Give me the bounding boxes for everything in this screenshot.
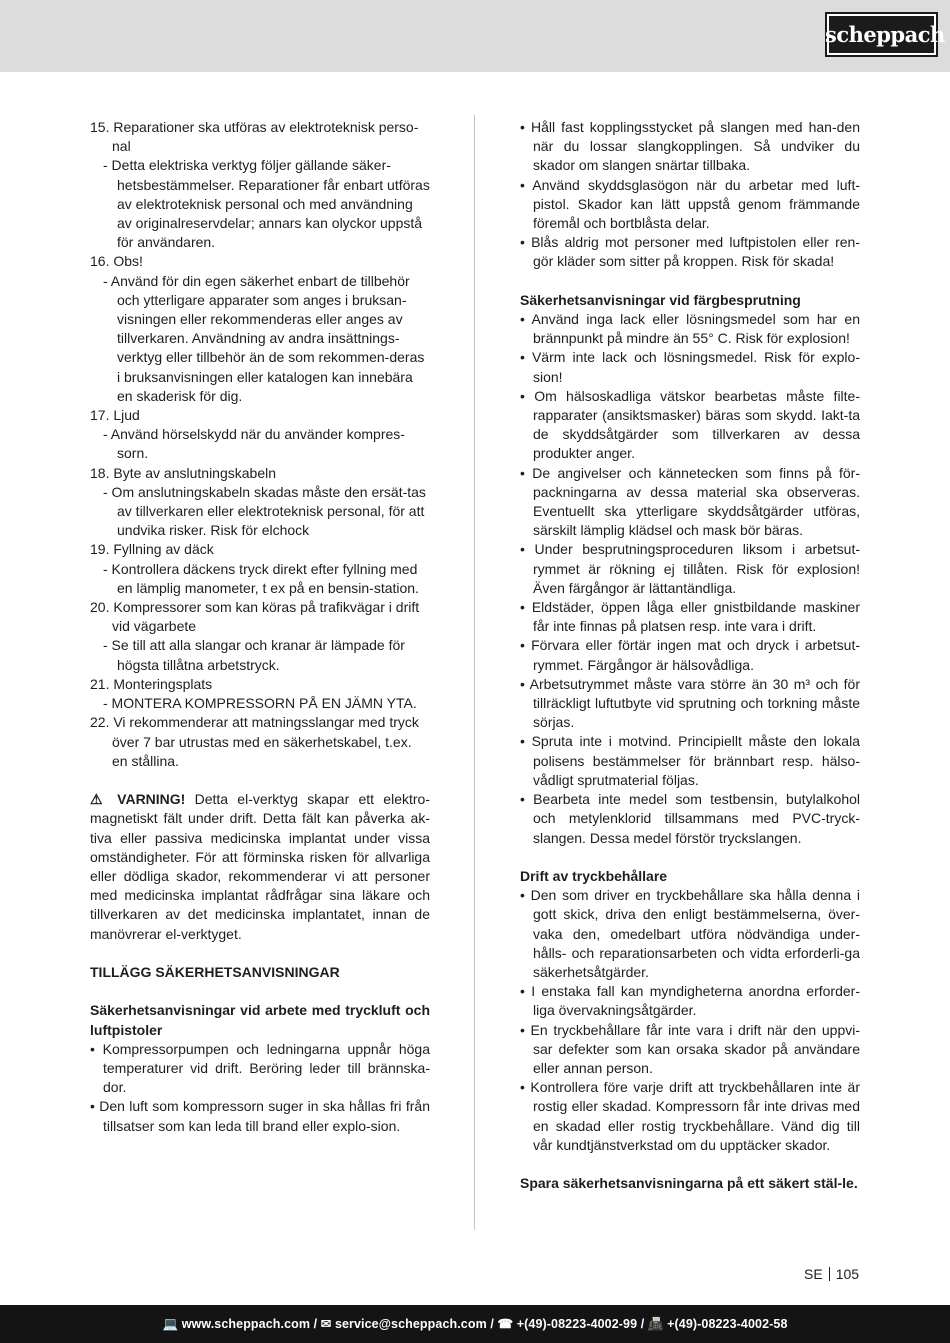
bullet-item: • Håll fast kopplingsstycket på slangen med han-den när du lossar slangkopplingen. Så undviker du skador om slangen snärtar tillbaka. (520, 119, 860, 174)
item-15-detail: - Detta elektriska verktyg följer gällande säker-hetsbestämmelser. Reparationer får enbart utföras av elektroteknisk personal och med användning av originalreservdelar; annars kan olyckor uppstå för användaren. (103, 157, 430, 251)
bullet-item: • Arbetsutrymmet måste vara större än 30 m³ och för tillräckligt luftutbyte vid sprutning och torkning måste sörjas. (520, 675, 860, 731)
item-17: 17. Ljud (90, 407, 140, 424)
bullet-item: • Kompressorpumpen och ledningarna uppnår höga temperaturer vid drift. Beröring leder till brännska-dor. (90, 1040, 430, 1096)
item-22: 22. Vi rekommenderar att matningsslangar med tryck över 7 bar utrustas med en säkerhetskabel, t.ex. en stållina. (90, 714, 419, 769)
item-16: 16. Obs! (90, 253, 143, 270)
item-20-detail: - Se till att alla slangar och kranar är lämpade för högsta tillåtna arbetstryck. (103, 637, 405, 673)
heading-pressure-vessel: Drift av tryckbehållare (520, 867, 668, 884)
page-number-value: 105 (835, 1266, 860, 1282)
item-15: 15. Reparationer ska utföras av elektroteknisk perso-nal (90, 119, 419, 155)
bullet-item: • Blås aldrig mot personer med luftpistolen eller ren-gör kläder som sitter på kroppen. Risk för skada! (520, 234, 860, 270)
bullet-item: • Bearbeta inte medel som testbensin, butylalkohol och metylenklorid tillsammans med PVC-tryck-slangen. Dessa medel förstör tryckslangen. (520, 791, 860, 846)
item-18-detail: - Om anslutningskabeln skadas måste den ersät-tas av tillverkaren eller elektroteknisk personal, för att undvika risker. Risk för elchock (103, 483, 426, 539)
brand-logo: scheppach (825, 12, 938, 57)
bullet-item: • Kontrollera före varje drift att tryckbehållaren inte är rostig eller skadad. Kompressorn får inte drivas med en skadad eller rostig tryckbehållare. Vänd dig till vår kundtjänstverkstad om du upptäcker skador. (520, 1079, 860, 1153)
item-19-detail: - Kontrollera däckens tryck direkt efter fyllning med en lämplig manometer, t ex på en bensin-station. (103, 560, 419, 596)
warning-label: ⚠ VARNING! (90, 791, 186, 808)
section-title-additional: TILLÄGG SÄKERHETSANVISNINGAR (90, 963, 340, 980)
right-column (520, 118, 860, 1193)
item-16-detail: - Använd för din egen säkerhet enbart de tillbehör och ytterligare apparater som anges i bruksan-visningen eller rekommenderas eller anges av tillverkaren. Användning av andra insättnings-verktyg eller tillbehör än de som rekommen-deras i bruksanvisningen eller katalogen kan innebära en skaderisk för dig. (103, 272, 425, 404)
footer-contact-bar: 💻 www.scheppach.com / ✉ service@scheppach.com / ☎ +(49)-08223-4002-99 / 📠 +(49)-08223-4002-58 (0, 1305, 950, 1343)
bullet-item: • Förvara eller förtär ingen mat och dryck i arbetsut-rymmet. Färgångor är hälsovådliga. (520, 637, 860, 673)
left-column (90, 118, 430, 1136)
bullet-item: • I enstaka fall kan myndigheterna anordna erforder-liga övervakningsåtgärder. (520, 983, 860, 1019)
bullet-item: • Använd skyddsglasögon när du arbetar med luft-pistol. Skador kan lätt uppstå genom främmande föremål och bortblåsta delar. (520, 176, 860, 232)
bullet-item: • Värm inte lack och lösningsmedel. Risk för explo-sion! (520, 349, 860, 385)
item-21: 21. Monteringsplats (90, 675, 213, 692)
heading-compressed-air: Säkerhetsanvisningar vid arbete med tryckluft och luftpistoler (90, 1002, 430, 1038)
item-18: 18. Byte av anslutningskabeln (90, 464, 277, 481)
bullet-item: • Om hälsoskadliga vätskor bearbetas måste filte-rapparater (ansiktsmasker) bäras som skydd. Iakt-ta de skyddsåtgärder som tillverkaren av dessa produkter anger. (520, 387, 860, 462)
bullet-item: • Spruta inte i motvind. Principiellt måste den lokala polisens bestämmelser för brännbart resp. hälso-vådligt sprutmaterial följas. (520, 733, 860, 788)
closing-note: Spara säkerhetsanvisningarna på ett säkert stäl-le. (520, 1175, 858, 1192)
bullet-item: • Den luft som kompressorn suger in ska hållas fri från tillsatser som kan leda till brand eller explo-sion. (90, 1098, 430, 1134)
bullet-item: • Den som driver en tryckbehållare ska hålla denna i gott skick, driva den enligt bestämmelserna, över-vaka den, omedelbart utföra nödvändiga under-hålls- och reparationsarbeten och vidta erforderli-ga säkerhetsåtgärder. (520, 887, 860, 980)
language-code: SE (804, 1266, 823, 1282)
heading-paint-spraying: Säkerhetsanvisningar vid färgbesprutning (520, 291, 801, 308)
bullet-item: • Under besprutningsproceduren liksom i arbetsut-rymmet är rökning ej tillåten. Risk för explosion! Även färgångor är lättantändliga. (520, 541, 860, 596)
bullet-item: • De angivelser och kännetecken som finns på för-packningarna av dessa material ska observeras. Eventuellt ska ytterligare skyddsåtgärder utföras, särskilt lämplig klädsel och mask bör bäras. (520, 464, 860, 539)
warning-paragraph (90, 790, 430, 944)
bullet-item: • Eldstäder, öppen låga eller gnistbildande maskiner får inte finnas på platsen resp. inte vara i drift. (520, 599, 860, 635)
bullet-item: • En tryckbehållare får inte vara i drift när den uppvi-sar defekter som kan orsaka skador på användare eller annan person. (520, 1021, 860, 1076)
warning-text: Detta el-verktyg skapar ett elektro-magnetiskt fält under drift. Detta fält kan påverka ak-tiva eller passiva medicinska implantat under vissa omständigheter. För att förminska risken för allvarliga eller dödliga skador, rekommenderar vi att personer med medicinska implantat rådfrågar sina läkare och tillverkaren av det medicinska implantatet, innan de manövrerar el-verktyget. (90, 791, 430, 942)
item-20: 20. Kompressorer som kan köras på trafikvägar i drift vid vägarbete (90, 599, 420, 635)
item-17-detail: - Använd hörselskydd när du använder kompres-sorn. (103, 426, 405, 462)
column-divider (474, 115, 475, 1230)
page-separator (829, 1267, 830, 1281)
bullet-item: • Använd inga lack eller lösningsmedel som har en brännpunkt på mindre än 55° C. Risk för explosion! (520, 311, 860, 347)
page-number (804, 1265, 859, 1283)
item-21-detail: - MONTERA KOMPRESSORN PÅ EN JÄMN YTA. (103, 695, 417, 712)
header-bar (0, 0, 950, 72)
item-19: 19. Fyllning av däck (90, 541, 214, 558)
